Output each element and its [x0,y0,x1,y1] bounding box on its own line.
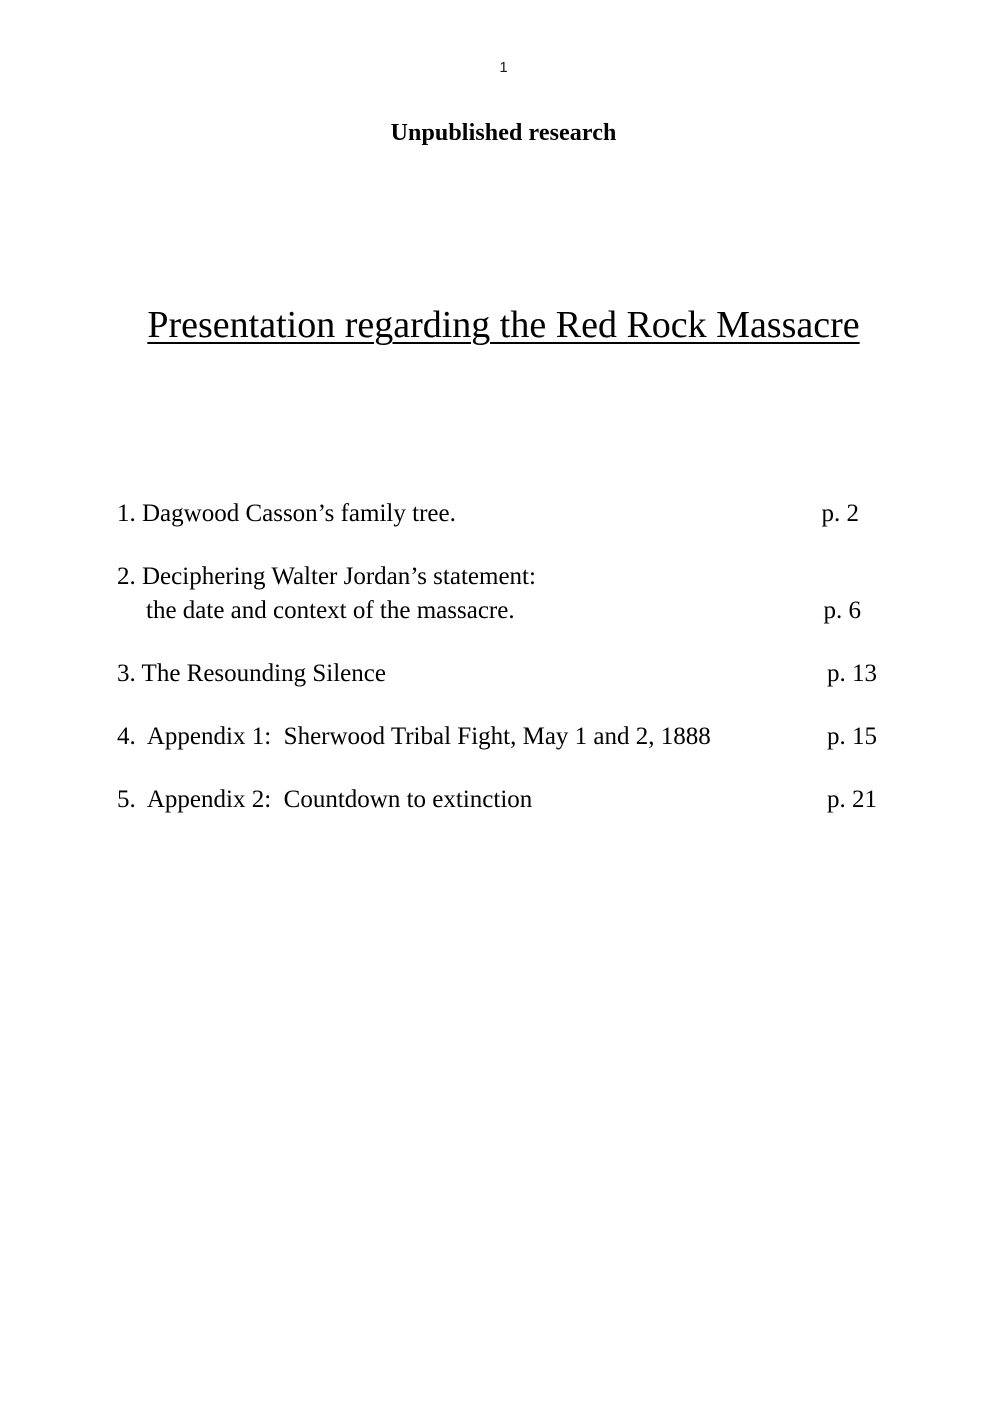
page-number: 1 [499,59,508,76]
toc-entry-line-continued: the date and context of the massacre. [146,597,515,624]
toc-page-number: p. 6 [823,597,861,624]
page-title-text: Presentation regarding the Red Rock Massacre [147,304,860,347]
toc-entry-line: 4. Appendix 1: Sherwood Tribal Fight, May 1 and 2, 1888 [117,723,711,750]
toc-entry[interactable] [117,560,877,628]
toc-entry[interactable] [117,720,877,754]
table-of-contents [117,497,877,817]
toc-entry[interactable] [117,657,877,691]
page-title [0,302,1000,348]
toc-page-number: p. 13 [827,660,877,687]
toc-entry-line: 2. Deciphering Walter Jordan’s statement: [117,563,536,590]
document-kicker: Unpublished research [390,120,617,146]
toc-entry[interactable] [117,783,877,817]
toc-entry-text [117,720,877,754]
toc-entry[interactable] [117,497,877,531]
toc-entry-text [117,560,877,628]
toc-entry-text [117,657,877,691]
toc-entry-line: 3. The Resounding Silence [117,660,386,687]
toc-page-number: p. 21 [827,786,877,813]
toc-page-number: p. 15 [827,723,877,750]
toc-entry-line: 1. Dagwood Casson’s family tree. [117,500,456,527]
toc-entry-text [117,783,877,817]
toc-entry-text [117,497,877,531]
toc-entry-line: 5. Appendix 2: Countdown to extinction [117,786,533,813]
toc-page-number: p. 2 [821,500,859,527]
